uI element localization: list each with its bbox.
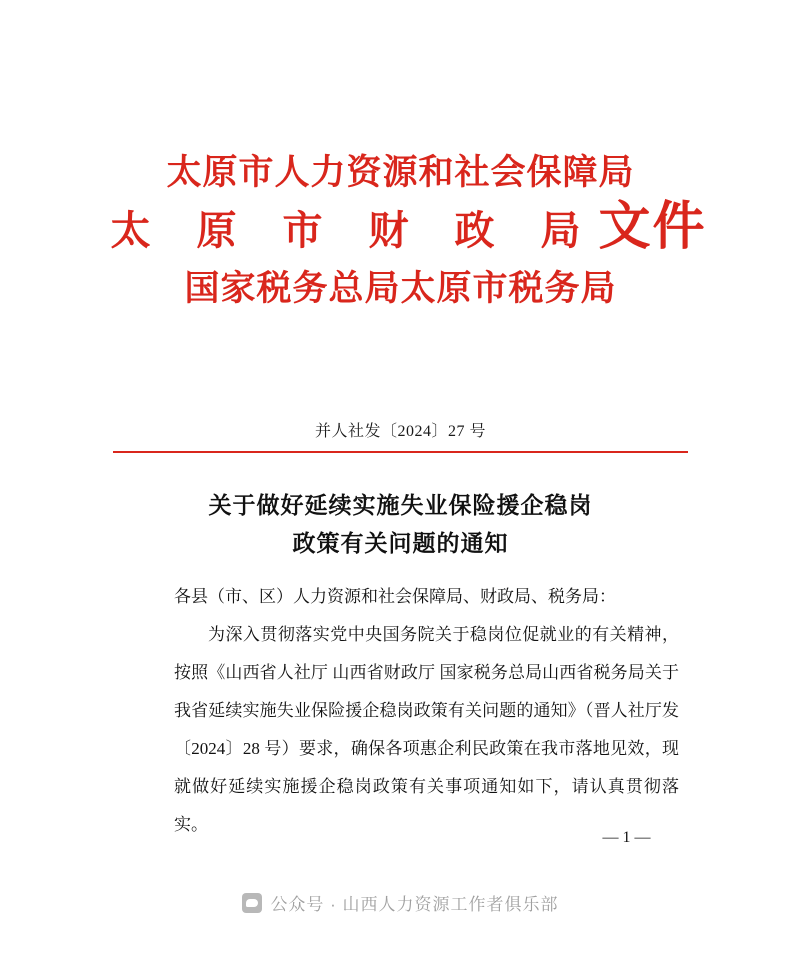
letterhead-line-1: 太原市人力资源和社会保障局 xyxy=(166,153,635,192)
letterhead-line-2 xyxy=(0,198,801,261)
body-paragraph-1: 为深入贯彻落实党中央国务院关于稳岗位促就业的有关精神，按照《山西省人社厅 山西省财政厅 国家税务总局山西省税务局关于我省延续实施失业保险援企稳岗政策有关问题的通知》（晋人社厅发〔2024〕28 号）要求，确保各项惠企利民政策在我市落地见效，现就做好延续实施援企稳岗政策有关事项通知如下，请认真贯彻落实。 xyxy=(174,625,679,834)
page-title-line-2: 政策有关问题的通知 xyxy=(292,531,509,556)
letterhead-line-3: 国家税务总局太原市税务局 xyxy=(184,269,617,308)
watermark-text: 公众号 · 山西人力资源工作者俱乐部 xyxy=(270,895,559,914)
letterhead-document-word: 文件 xyxy=(598,199,707,256)
letterhead-department: 太 原 市 财 政 局 xyxy=(110,208,599,253)
letterhead xyxy=(0,150,801,313)
page-title-line-1: 关于做好延续实施失业保险援企稳岗 xyxy=(208,493,593,518)
document-number: 并人社发〔2024〕27 号 xyxy=(314,423,486,440)
red-divider-rule xyxy=(113,451,688,453)
page-title xyxy=(0,487,801,563)
salutation: 各县（市、区）人力资源和社会保障局、财政局、税务局： xyxy=(174,587,616,606)
document-body xyxy=(174,578,679,844)
watermark-badge xyxy=(0,890,801,915)
wechat-icon xyxy=(242,893,262,913)
page-number: — 1 — xyxy=(602,829,651,846)
